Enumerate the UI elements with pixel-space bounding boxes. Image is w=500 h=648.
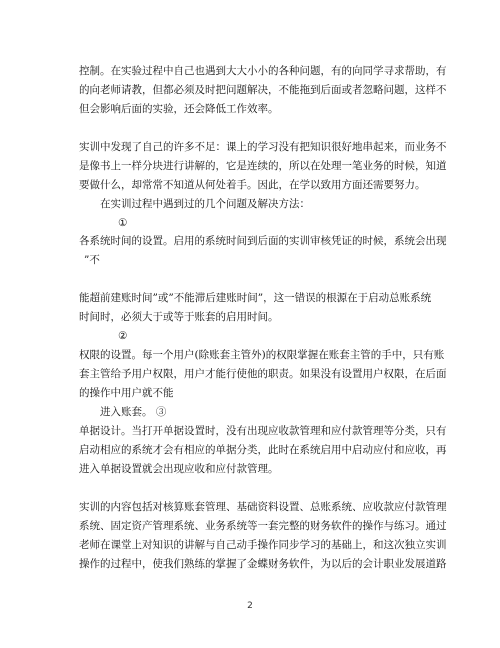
problems-intro: 在实训过程中遇到过的几个问题及解决方法：: [100, 198, 310, 210]
problem-2-line-4: 进入账套。 ③: [100, 406, 167, 418]
problem-3-line-3: 进入单据设置就会出现应收和应付款管理。: [79, 463, 279, 475]
problem-1-line-4: 时间时，必须大于或等于账套的启用时间。: [79, 311, 279, 323]
problem-2-marker: ②: [118, 330, 128, 342]
paragraph-2-line-3: 要做什么，却常常不知道从何处着手。因此，在学以致用方面还需要努力。: [79, 179, 426, 191]
final-paragraph-line-4: 操作的过程中，使我们熟练的掌握了金蝶财务软件，为以后的会计职业发展道路: [79, 558, 447, 570]
problem-1-line-2: ”不: [84, 254, 100, 266]
final-paragraph-line-2: 系统、固定资产管理系统、业务系统等一套完整的财务软件的操作与练习。通过: [79, 520, 447, 532]
page-number: 2: [247, 601, 253, 611]
problem-1-line-3: 能超前建账时间”或”不能滞后建账时间”，这一错误的根源在于启动总账系统: [79, 292, 432, 304]
problem-1-marker: ①: [118, 217, 128, 229]
paragraph-2-line-2: 是像书上一样分块进行讲解的，它是连续的，所以在处理一笔业务的时候，知道: [79, 160, 447, 172]
final-paragraph-line-3: 老师在课堂上对知识的讲解与自己动手操作同步学习的基础上，和这次独立实训: [79, 539, 447, 551]
paragraph-1-line-1: 控制。在实验过程中自己也遇到大大小小的各种问题，有的向同学寻求帮助，有: [79, 65, 447, 77]
problem-2-line-1: 权限的设置。每一个用户(除账套主管外)的权限掌握在账套主管的手中，只有账: [79, 349, 445, 361]
problem-2-line-3: 的操作中用户就不能: [79, 387, 174, 399]
problem-3-line-1: 单据设计。当打开单据设置时，没有出现应收款管理和应付款管理等分类，只有: [79, 425, 447, 437]
problem-1-line-1: 各系统时间的设置。启用的系统时间到后面的实训审核凭证的时候，系统会出现: [79, 235, 447, 247]
problem-2-line-2: 套主管给予用户权限，用户才能行使他的职责。如果没有设置用户权限，在后面: [79, 368, 447, 380]
final-paragraph-line-1: 实训的内容包括对核算账套管理、基础资料设置、总账系统、应收款应付款管理: [79, 501, 447, 513]
paragraph-1-line-3: 但会影响后面的实验，还会降低工作效率。: [79, 103, 279, 115]
problem-3-line-2: 启动相应的系统才会有相应的单据分类，此时在系统启用中启动应付和应收，再: [79, 444, 447, 456]
paragraph-1-line-2: 的向老师请教，但都必须及时把问题解决，不能拖到后面或者忽略问题，这样不: [79, 84, 447, 96]
paragraph-2-line-1: 实训中发现了自己的许多不足：课上的学习没有把知识很好地串起来，而业务不: [79, 141, 447, 153]
